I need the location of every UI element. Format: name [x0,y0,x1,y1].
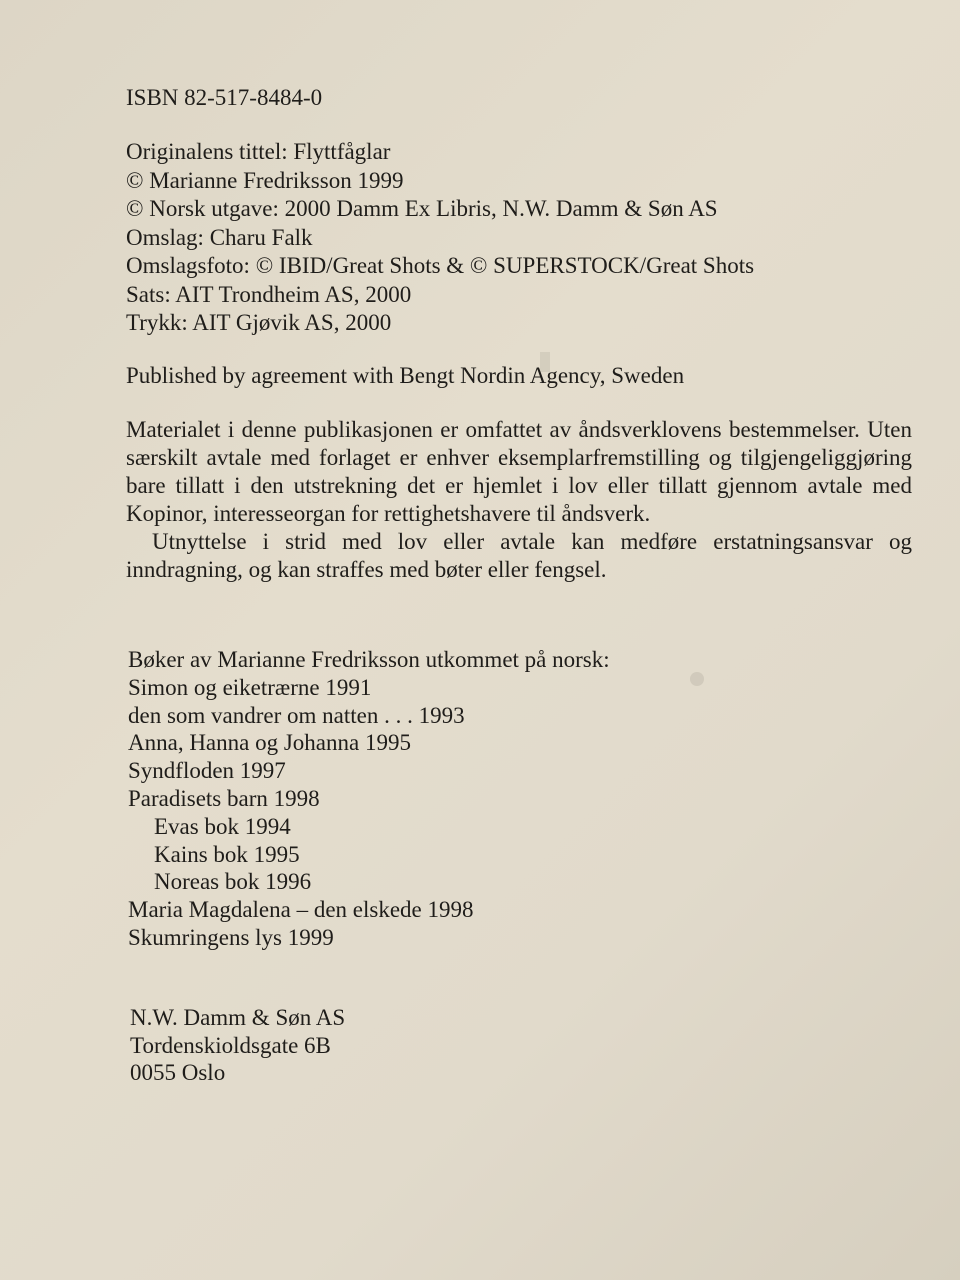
publisher-city: 0055 Oslo [130,1060,226,1085]
isbn-block [126,82,926,114]
book-subitem: Noreas bok 1996 [154,869,312,895]
publisher-name: N.W. Damm & Søn AS [130,1005,346,1030]
book-item: Paradisets barn 1998 [128,785,320,811]
isbn-line: ISBN 82-517-8484-0 [126,85,323,110]
credit-copyright-author: © Marianne Fredriksson 1999 [126,167,404,193]
published-line: Published by agreement with Bengt Nordin Agency, Sweden [126,363,685,388]
book-item: Syndfloden 1997 [128,758,286,784]
legal-notice [126,416,912,584]
book-item: Skumringens lys 1999 [128,924,334,950]
book-subitem: Evas bok 1994 [154,813,291,839]
publisher-street: Tordenskioldsgate 6B [130,1032,331,1058]
published-agreement [126,360,926,392]
credit-printing: Trykk: AIT Gjøvik AS, 2000 [126,310,392,335]
book-item: Simon og eiketrærne 1991 [128,674,372,700]
credits-block [126,138,926,338]
legal-paragraph-1: Materialet i denne publikasjonen er omfattet av åndsverklovens bestemmelser. Uten særskilt avtale med forlaget er enhver eksemplarfremstilling og tilgjengeliggjøring bare tillatt i den utstrekning det er hjemlet i lov eller tillatt gjennom avtale med Kopinor, interesseorgan for rettighetshavere til åndsverk. [126,417,912,526]
book-item: den som vandrer om natten . . . 1993 [128,702,465,728]
credit-cover: Omslag: Charu Falk [126,224,313,250]
book-subitem: Kains bok 1995 [154,841,300,867]
credit-cover-photo: Omslagsfoto: © IBID/Great Shots & © SUPERSTOCK/Great Shots [126,253,755,278]
legal-paragraph-2: Utnyttelse i strid med lov eller avtale kan medføre erstatningsansvar og inndragning, og kan straffes med bøter eller fengsel. [126,529,912,582]
book-item: Maria Magdalena – den elskede 1998 [128,897,474,923]
credit-typesetting: Sats: AIT Trondheim AS, 2000 [126,281,412,307]
book-item: Anna, Hanna og Johanna 1995 [128,730,411,756]
books-heading: Bøker av Marianne Fredriksson utkommet på norsk: [128,647,610,672]
credit-original-title: Originalens tittel: Flyttfåglar [126,139,391,164]
credit-copyright-edition: © Norsk utgave: 2000 Damm Ex Libris, N.W. Damm & Søn AS [126,196,718,221]
books-list [128,646,928,952]
publisher-address [130,1004,930,1087]
